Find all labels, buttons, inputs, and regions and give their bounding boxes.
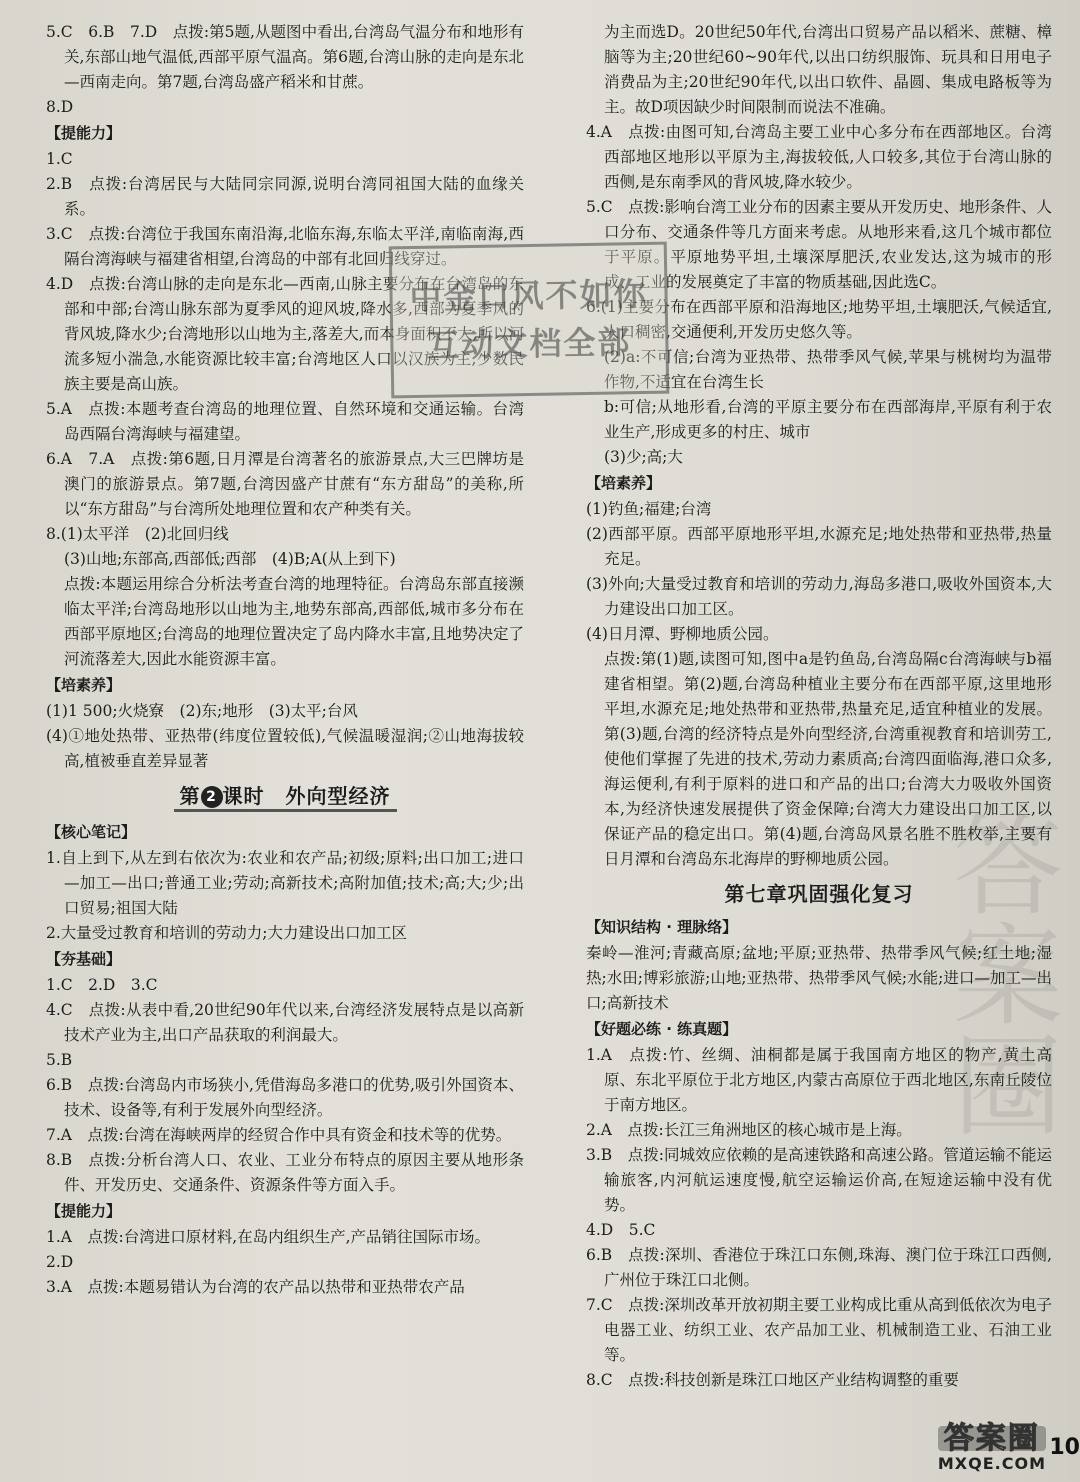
- background-watermark: 答案圈: [935, 808, 1063, 1138]
- answer-item: 4.D 5.C: [586, 1221, 656, 1239]
- answer-item: 1.C: [46, 150, 73, 168]
- section-heading: 【好题必练 · 练真题】: [586, 1020, 738, 1038]
- answer-item: 2.A 点拨:长江三角洲地区的核心城市是上海。: [586, 1121, 912, 1139]
- answer-continuation: (2)a:不可信;台湾为亚热带、热带季风气候,苹果与桃树均为温带作物,不适宜在台湾生长: [604, 348, 1052, 391]
- answer-item: 7.C 点拨:深圳改革开放初期主要工业构成比重从高到低依次为电子电器工业、纺织工业、农产品加工业、机械制造工业、石油工业等。: [586, 1296, 1052, 1364]
- answer-item: 4.C 点拨:从表中看,20世纪90年代以来,台湾经济发展特点是以高新技术产业为主,出口产品获取的利润最大。: [46, 1001, 524, 1044]
- section-heading: 【夯基础】: [46, 950, 122, 968]
- answer-item: 2.大量受过教育和培训的劳动力;大力建设出口加工区: [46, 924, 408, 942]
- stamp-line-1: 中金口风不如你: [409, 274, 648, 318]
- logo-text: 答案圈: [938, 1426, 1046, 1451]
- lesson-heading: 第 2 课时 外向型经济: [46, 784, 524, 812]
- answer-item: 3.A 点拨:本题易错认为台湾的农产品以热带和亚热带农产品: [46, 1278, 465, 1296]
- answer-item: 8.D: [46, 98, 74, 116]
- section-heading: 【培素养】: [46, 676, 122, 694]
- answer-item: 4.A 点拨:由图可知,台湾岛主要工业中心多分布在西部地区。台湾西部地区地形以平原为主,海拔较低,人口较多,其位于台湾山脉的西侧,是东南季风的背风坡,降水较少。: [586, 123, 1052, 191]
- answer-continuation: 为主而选D。20世纪50年代,台湾出口贸易产品以稻米、蔗糖、樟脑等为主;20世纪60~90年代,以出口纺织服饰、玩具和日用电子消费品为主;20世纪90年代,以出口软件、晶圆、集成电路板等为主。故D项因缺少时间限制而说法不准确。: [604, 23, 1052, 116]
- answer-item: 8.B 点拨:分析台湾人口、农业、工业分布特点的原因主要从地形条件、开发历史、交通条件、资源条件等方面入手。: [46, 1151, 524, 1194]
- section-heading: 【培素养】: [586, 474, 662, 492]
- answer-item: (1)1 500;火烧寮 (2)东;地形 (3)太平;台风: [46, 702, 358, 720]
- watermark-stamp: [389, 242, 670, 399]
- answer-item: 3.B 点拨:同城效应依赖的是高速铁路和高速公路。管道运输不能运输旅客,内河航运速度慢,航空运输运价高,在短途运输中没有优势。: [586, 1146, 1052, 1214]
- section-heading: 【知识结构 · 理脉络】: [586, 918, 738, 936]
- left-column: [46, 20, 524, 1300]
- stamp-line-2: 互动文档全部: [427, 323, 632, 365]
- answer-text: 秦岭—淮河;青藏高原;盆地;平原;亚热带、热带季风气候;红土地;湿热;水田;博彩旅游;山地;亚热带、热带季风气候;水能;进口—加工—出口;高新技术: [586, 944, 1052, 1012]
- answer-item: 8.(1)太平洋 (2)北回归线: [46, 525, 229, 543]
- answer-item: 8.C 点拨:科技创新是珠江口地区产业结构调整的重要: [586, 1371, 959, 1389]
- answer-item: 1.自上到下,从左到右依次为:农业和农产品;初级;原料;出口加工;进口—加工—出口;普通工业;劳动;高新技术;高附加值;技术;高;大;少;出口贸易;祖国大陆: [46, 849, 524, 917]
- right-column: [586, 20, 1052, 1393]
- answer-item: 1.A 点拨:竹、丝绸、油桐都是属于我国南方地区的物产,黄土高原、东北平原位于北方地区,内蒙古高原位于西北地区,东南丘陵位于南方地区。: [586, 1046, 1052, 1114]
- answer-item: (1)钓鱼;福建;台湾: [586, 500, 712, 518]
- answer-item: 1.C 2.D 3.C: [46, 976, 158, 994]
- answer-item: 7.A 点拨:台湾在海峡两岸的经贸合作中具有资金和技术等的优势。: [46, 1126, 512, 1144]
- section-heading: 【核心笔记】: [46, 823, 137, 841]
- answer-item: 5.A 点拨:本题考查台湾岛的地理位置、自然环境和交通运输。台湾岛西隔台湾海峡与福建望。: [46, 400, 524, 443]
- answer-item: 6.B 点拨:深圳、香港位于珠江口东侧,珠海、澳门位于珠江口西侧,广州位于珠江口北侧。: [586, 1246, 1052, 1289]
- logo-url: MXQE.COM: [937, 1454, 1046, 1473]
- answer-item: 5.C 6.B 7.D 点拨:第5题,从题图中看出,台湾岛气温分布和地形有关,东部山地气温低,西部平原气温高。第6题,台湾山脉的走向是东北—西南走向。第7题,台湾岛盛产稻米和甘蔗。: [46, 23, 524, 91]
- answer-continuation: (3)山地;东部高,西部低;西部 (4)B;A(从上到下): [64, 550, 396, 568]
- page-number: 10: [1049, 1435, 1080, 1460]
- answer-item: (2)西部平原。西部平原地形平坦,水源充足;地处热带和亚热带,热量充足。: [586, 525, 1052, 568]
- answer-item: 6.(1)主要分布在西部平原和沿海地区;地势平坦,土壤肥沃,气候适宜,人口稠密,交通便利,开发历史悠久等。: [586, 298, 1052, 341]
- answer-continuation: b:可信;从地形看,台湾的平原主要分布在西部海岸,平原有利于农业生产,形成更多的村庄、城市: [604, 398, 1052, 441]
- answer-item: 2.B 点拨:台湾居民与大陆同宗同源,说明台湾同祖国大陆的血缘关系。: [46, 175, 524, 218]
- answer-continuation: (3)少;高;大: [604, 448, 683, 466]
- answer-continuation: 点拨:第(1)题,读图可知,图中a是钓鱼岛,台湾岛隔c台湾海峡与b福建省相望。第(2)题,台湾岛种植业主要分布在西部平原,这里地形平坦,水源充足;地处热带和亚热带,热量充足,适宜种植业的发展。第(3)题,台湾的经济特点是外向型经济,台湾重视教育和培训劳工,使他们掌握了先进的技术,劳动力素质高;台湾四面临海,港口众多,海运便利,有利于原料的进口和产品的出口;台湾大力吸收外国资本,为经济快速发展提供了资金保障;台湾大力建设出口加工区,以保证产品的稳定出口。第(4)题,台湾岛风景名胜不胜枚举,主要有日月潭和台湾岛东北海岸的野柳地质公园。: [604, 650, 1052, 868]
- answer-item: (4)日月潭、野柳地质公园。: [586, 625, 779, 643]
- answer-item: 4.D 点拨:台湾山脉的走向是东北—西南,山脉主要分布在台湾岛的东部和中部;台湾山脉东部为夏季风的迎风坡,降水多,西部为夏季风的背风坡,降水少;台湾地形以山地为主,落差大,而本身面积不大,所以河流多短小湍急,水能资源比较丰富;台湾地区人口以汉族为主,少数民族主要是高山族。: [46, 275, 524, 393]
- answer-item: (4)①地处热带、亚热带(纬度位置较低),气候温暖湿润;②山地海拔较高,植被垂直差异显著: [46, 727, 524, 770]
- answer-item: 2.D: [46, 1253, 74, 1271]
- site-logo: [937, 1421, 1046, 1476]
- answer-item: 6.A 7.A 点拨:第6题,日月潭是台湾著名的旅游景点,大三巴牌坊是澳门的旅游景点。第7题,台湾因盛产甘蔗有“东方甜岛”的美称,所以“东方甜岛”与台湾所处地理位置和农产种类有关。: [46, 450, 524, 518]
- chapter-heading: 第七章巩固强化复习: [724, 882, 914, 906]
- answer-continuation: 点拨:本题运用综合分析法考查台湾的地理特征。台湾岛东部直接濒临太平洋;台湾岛地形以山地为主,地势东部高,西部低,城市多分布在西部平原地区;台湾岛的地理位置决定了岛内降水丰富,且地势决定了河流落差大,因此水能资源丰富。: [64, 575, 524, 668]
- answer-item: 5.B: [46, 1051, 73, 1069]
- section-heading: 【提能力】: [46, 124, 122, 142]
- answer-item: 6.B 点拨:台湾岛内市场狭小,凭借海岛多港口的优势,吸引外国资本、技术、设备等,有利于发展外向型经济。: [46, 1076, 524, 1119]
- answer-item: 5.C 点拨:影响台湾工业分布的因素主要从开发历史、地形条件、人口分布、交通条件等几方面来考虑。从地形来看,这几个城市都位于平原。平原地势平坦,土壤深厚肥沃,农业发达,这为城市的形成、工业的发展奠定了丰富的物质基础,因此选C。: [586, 198, 1052, 291]
- answer-item: 1.A 点拨:台湾进口原材料,在岛内组织生产,产品销往国际市场。: [46, 1228, 491, 1246]
- section-heading: 【提能力】: [46, 1202, 122, 1220]
- answer-item: (3)外向;大量受过教育和培训的劳动力,海岛多港口,吸收外国资本,大力建设出口加工区。: [586, 575, 1052, 618]
- answer-item: 3.C 点拨:台湾位于我国东南沿海,北临东海,东临太平洋,南临南海,西隔台湾海峡与福建省相望,台湾岛的中部有北回归线穿过。: [46, 225, 524, 268]
